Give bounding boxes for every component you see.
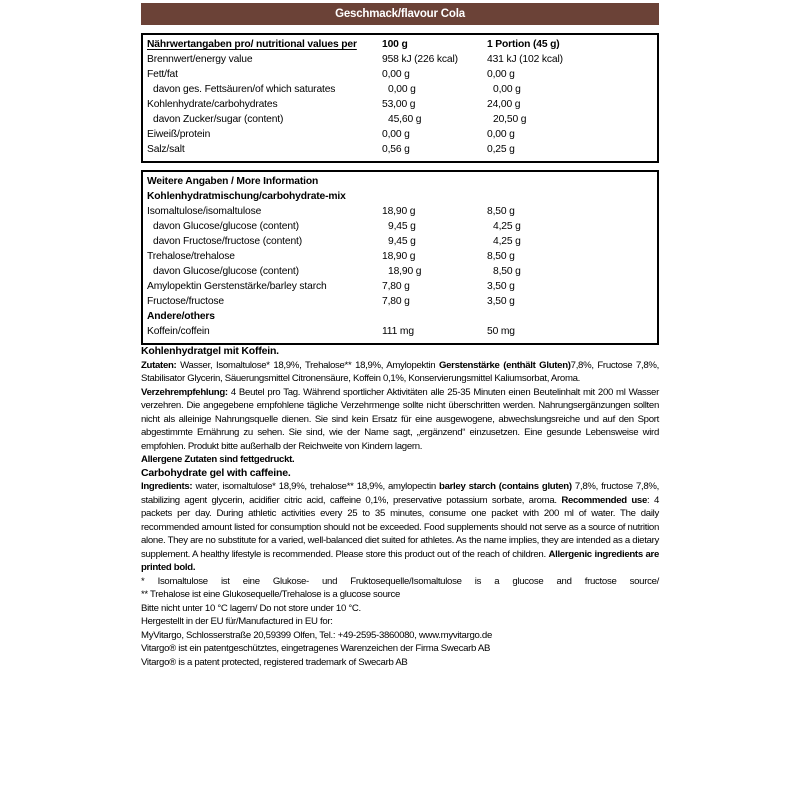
table-row: Fructose/fructose 7,80 g 3,50 g — [147, 296, 515, 307]
table-row: Kohlenhydrate/carbohydrates 53,00 g 24,00 g — [147, 99, 521, 110]
manufacturer-block — [141, 615, 659, 642]
col-header-portion: 1 Portion (45 g) — [487, 39, 560, 50]
product-title-en: Carbohydrate gel with caffeine. — [141, 466, 291, 479]
trademark-block — [141, 642, 659, 669]
label-text-sections — [141, 345, 659, 669]
others-section-row — [147, 309, 653, 324]
storage-note: Bitte nicht unter 10 °C lagern/ Do not store under 10 °C. — [141, 602, 361, 614]
more-info-title: Weitere Angaben / More Information — [147, 176, 319, 187]
col-header-100g: 100 g — [382, 39, 408, 50]
table-row: Trehalose/trehalose 18,90 g 8,50 g — [147, 251, 515, 262]
footnote-trehalose: ** Trehalose ist eine Glukosequelle/Trehalose is a glucose source — [141, 589, 401, 600]
table-row: Amylopektin Gerstenstärke/barley starch 7,80 g 3,50 g — [147, 281, 515, 292]
footnote-isomaltulose: * Isomaltulose ist eine Glukose- und Fruktosequelle/Isomaltulose is a glucose and fructose source/ — [141, 575, 659, 587]
allergen-note-de: Allergene Zutaten sind fettgedruckt. — [141, 454, 295, 465]
table-row: davon Zucker/sugar (content) 45,60 g 20,50 g — [153, 114, 527, 125]
label-content-column — [141, 0, 659, 669]
usage-paragraph-de: Verzehrempfehlung: 4 Beutel pro Tag. Während sportlicher Aktivitäten alle 25-35 Minuten einen Beutelinhalt mit 200 ml Wasser verzehren. Die angegebene empfohlene tägliche Verzehrmenge sollte nicht überschritten werden. Nahrungsergänzungen sollten nicht als alleinige Nahrungsquelle dienen. Sie sind kein Ersatz für eine ausgewogene, abwechslungsreiche und auf den Sport abgestimmte Ernährung zu sehen. Sie sind, wie der Name sagt, „ergänzend“ einzusetzen. Eine gesunde Lebensweise wird empfohlen. Produkt bitte außerhalb der Reichweite von Kindern lagern. — [141, 386, 659, 452]
ingredients-paragraph-en: Ingredients: water, isomaltulose* 18,9%, trehalose** 18,9%, amylopectin barley starch (contains gluten) 7,8%, fructose 7,8%, stabilizing agent glycerin, acidifier citric acid, caffeine 0,1%, preservative potassium sorbate, aroma. Recommended use: 4 packets per day. During athletic activities every 25 to 35 minutes, consume one packet with 200 ml of water. The daily recommended amount listed for consumption should not be exceeded. Food supplements should not serve as a source of nutrition alone. They are no substitute for a varied, well-balanced diet suited for athletes. As the name implies, they are intended as a dietary supplement. A healthy lifestyle is recommended. Please store this product out of the reach of children. Allergenic ingredients are printed bold. — [141, 481, 660, 573]
carbohydrate-mix-subtitle-row — [147, 189, 653, 204]
carbohydrate-mix-subtitle: Kohlenhydratmischung/carbohydrate-mix — [147, 191, 346, 202]
trademark-line-de: Vitargo® ist ein patentgeschütztes, eingetragenes Warenzeichen der Firma Swecarb AB — [141, 643, 491, 654]
table-row: davon Glucose/glucose (content) 9,45 g 4,25 g — [153, 221, 521, 232]
table-row: Eiweiß/protein 0,00 g 0,00 g — [147, 129, 515, 140]
more-information-table — [141, 170, 659, 345]
nutrition-table-header-row — [147, 37, 653, 52]
flavor-label: Geschmack/flavour Cola — [335, 8, 465, 20]
table-row: davon Glucose/glucose (content) 18,90 g 8,50 g — [153, 266, 521, 277]
footnotes-block — [141, 575, 659, 602]
table-row: Fett/fat 0,00 g 0,00 g — [147, 69, 515, 80]
nutrition-values-table — [141, 33, 659, 163]
product-title-de: Kohlenhydratgel mit Koffein. — [141, 345, 279, 357]
more-info-title-row — [147, 174, 653, 189]
table-row: Isomaltulose/isomaltulose 18,90 g 8,50 g — [147, 206, 515, 217]
ingredients-paragraph-de: Zutaten: Wasser, Isomaltulose* 18,9%, Trehalose** 18,9%, Amylopektin Gerstenstärke (enthält Gluten)7,8%, Fructose 7,8%, Stabilisator Glycerin, Säuerungsmittel Citronensäure, Koffein 0,1%, Konservierungsmittel Kaliumsorbat, Aroma. — [141, 359, 659, 384]
table-row: Koffein/coffein 111 mg 50 mg — [147, 326, 515, 337]
table-row: davon ges. Fettsäuren/of which saturates 0,00 g 0,00 g — [153, 84, 521, 95]
trademark-line-en: Vitargo® is a patent protected, registered trademark of Swecarb AB — [141, 656, 408, 668]
nutrition-header-label: Nährwertangaben pro/ nutritional values per — [147, 39, 357, 50]
others-section-heading: Andere/others — [147, 311, 215, 322]
table-row: davon Fructose/fructose (content) 9,45 g 4,25 g — [153, 236, 521, 247]
manufacturer-line1: Hergestellt in der EU für/Manufactured in EU for: — [141, 616, 333, 627]
table-row: Salz/salt 0,56 g 0,25 g — [147, 144, 515, 155]
manufacturer-line2: MyVitargo, Schlosserstraße 20,59399 Olfen, Tel.: +49-2595-3860080, www.myvitargo.de — [141, 629, 492, 641]
table-row: Brennwert/energy value 958 kJ (226 kcal) 431 kJ (102 kcal) — [147, 54, 563, 65]
flavor-header-bar — [141, 3, 659, 25]
